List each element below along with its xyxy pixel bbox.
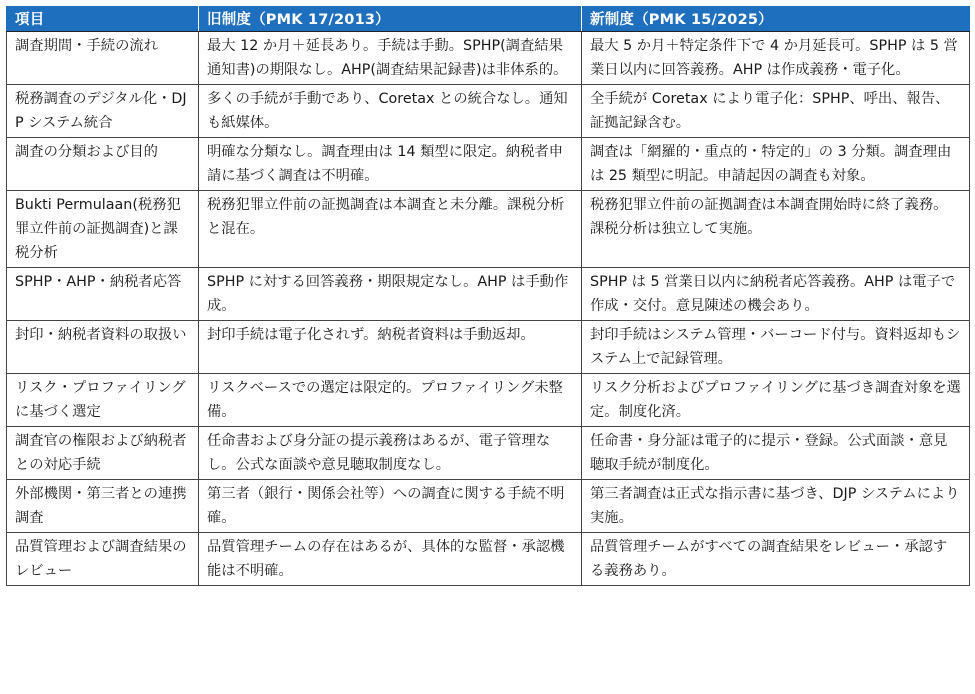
cell-old-system: 任命書および身分証の提示義務はあるが、電子管理なし。公式な面談や意見聴取制度なし。 xyxy=(199,427,582,480)
cell-old-system: 封印手続は電子化されず。納税者資料は手動返却。 xyxy=(199,321,582,374)
cell-old-system: リスクベースでの選定は限定的。プロファイリング未整備。 xyxy=(199,374,582,427)
cell-item: 品質管理および調査結果のレビュー xyxy=(7,533,199,586)
cell-old-system: 第三者（銀行・関係会社等）への調査に関する手続不明確。 xyxy=(199,480,582,533)
cell-new-system: SPHP は 5 営業日以内に納税者応答義務。AHP は電子で作成・交付。意見陳述の機会あり。 xyxy=(582,268,970,321)
cell-new-system: 最大 5 か月＋特定条件下で 4 か月延長可。SPHP は 5 営業日以内に回答義務。AHP は作成義務・電子化。 xyxy=(582,32,970,85)
table-row xyxy=(7,138,970,191)
cell-item: SPHP・AHP・納税者応答 xyxy=(7,268,199,321)
table-row xyxy=(7,32,970,85)
cell-item: 税務調査のデジタル化・DJP システム統合 xyxy=(7,85,199,138)
table-header-row xyxy=(7,7,970,32)
cell-item: 調査期間・手続の流れ xyxy=(7,32,199,85)
table-row xyxy=(7,374,970,427)
table-row xyxy=(7,533,970,586)
cell-old-system: 品質管理チームの存在はあるが、具体的な監督・承認機能は不明確。 xyxy=(199,533,582,586)
table-row xyxy=(7,321,970,374)
cell-old-system: 多くの手続が手動であり、Coretax との統合なし。通知も紙媒体。 xyxy=(199,85,582,138)
table-row xyxy=(7,85,970,138)
cell-item: 調査の分類および目的 xyxy=(7,138,199,191)
table-row xyxy=(7,191,970,268)
cell-new-system: 封印手続はシステム管理・バーコード付与。資料返却もシステム上で記録管理。 xyxy=(582,321,970,374)
comparison-table xyxy=(6,6,970,586)
cell-new-system: 調査は「網羅的・重点的・特定的」の 3 分類。調査理由は 25 類型に明記。申請起因の調査も対象。 xyxy=(582,138,970,191)
cell-old-system: 最大 12 か月＋延長あり。手続は手動。SPHP(調査結果通知書)の期限なし。AHP(調査結果記録書)は非体系的。 xyxy=(199,32,582,85)
cell-item: リスク・プロファイリングに基づく選定 xyxy=(7,374,199,427)
cell-item: 封印・納税者資料の取扱い xyxy=(7,321,199,374)
cell-new-system: 全手続が Coretax により電子化：SPHP、呼出、報告、証拠記録含む。 xyxy=(582,85,970,138)
column-header-item: 項目 xyxy=(7,7,199,32)
table-row xyxy=(7,480,970,533)
cell-item: 外部機関・第三者との連携調査 xyxy=(7,480,199,533)
cell-new-system: 品質管理チームがすべての調査結果をレビュー・承認する義務あり。 xyxy=(582,533,970,586)
cell-item: 調査官の権限および納税者との対応手続 xyxy=(7,427,199,480)
cell-item: Bukti Permulaan(税務犯罪立件前の証拠調査)と課税分析 xyxy=(7,191,199,268)
cell-new-system: 第三者調査は正式な指示書に基づき、DJP システムにより実施。 xyxy=(582,480,970,533)
cell-old-system: 明確な分類なし。調査理由は 14 類型に限定。納税者申請に基づく調査は不明確。 xyxy=(199,138,582,191)
cell-old-system: SPHP に対する回答義務・期限規定なし。AHP は手動作成。 xyxy=(199,268,582,321)
cell-new-system: 任命書・身分証は電子的に提示・登録。公式面談・意見聴取手続が制度化。 xyxy=(582,427,970,480)
column-header-new-system: 新制度（PMK 15/2025） xyxy=(582,7,970,32)
table-row xyxy=(7,268,970,321)
column-header-old-system: 旧制度（PMK 17/2013） xyxy=(199,7,582,32)
cell-new-system: 税務犯罪立件前の証拠調査は本調査開始時に終了義務。課税分析は独立して実施。 xyxy=(582,191,970,268)
cell-old-system: 税務犯罪立件前の証拠調査は本調査と未分離。課税分析と混在。 xyxy=(199,191,582,268)
table-row xyxy=(7,427,970,480)
cell-new-system: リスク分析およびプロファイリングに基づき調査対象を選定。制度化済。 xyxy=(582,374,970,427)
